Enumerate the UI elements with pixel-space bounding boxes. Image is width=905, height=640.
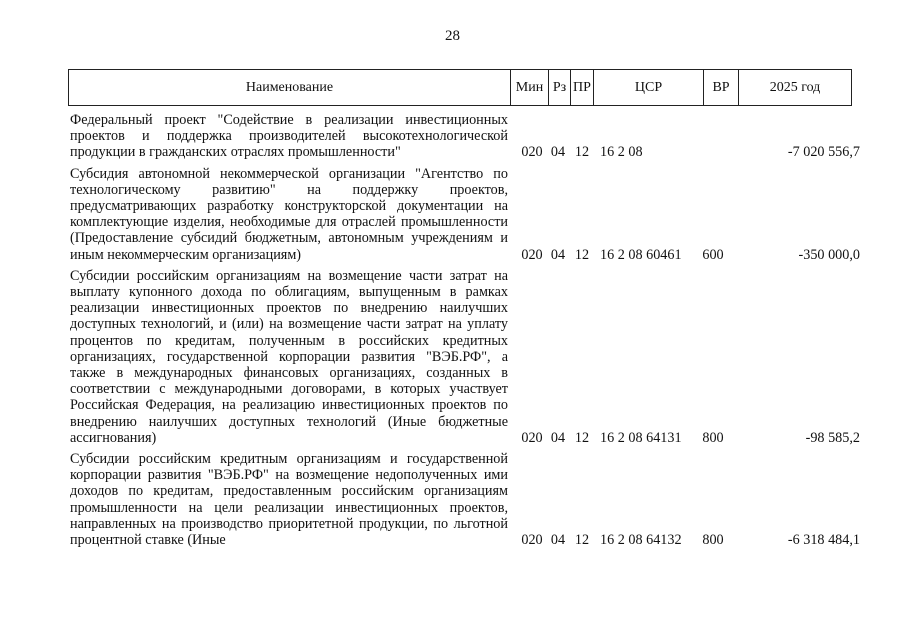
table-header xyxy=(68,69,852,106)
row-rz: 04 xyxy=(550,429,566,446)
table-body xyxy=(70,112,860,553)
row-name: Субсидии российским кредитным организациям и государственной корпорации развития "ВЭБ.РФ" на возмещение недополученных ими доходов по кредитам, предоставленным российским организациям промышленности на цели реализации инвестиционных проектов, направленных на производство приоритетной продукции, по льготной процентной ставке (Иные xyxy=(70,451,508,549)
row-value: -6 318 484,1 xyxy=(787,532,860,549)
page-number: 28 xyxy=(445,28,460,44)
row-min: 020 xyxy=(521,532,543,549)
header-vr: ВР xyxy=(704,70,739,106)
header-min: Мин xyxy=(511,70,549,106)
row-vr: 800 xyxy=(702,429,724,446)
header-rz: Рз xyxy=(549,70,571,106)
row-pr: 12 xyxy=(574,246,590,263)
row-rz: 04 xyxy=(550,532,566,549)
row-rz: 04 xyxy=(550,144,566,161)
header-year: 2025 год xyxy=(739,70,852,106)
row-csr: 16 2 08 xyxy=(600,144,643,161)
row-vr: 800 xyxy=(702,532,724,549)
row-csr: 16 2 08 64132 xyxy=(600,532,682,549)
row-name: Субсидия автономной некоммерческой организации "Агентство по технологическому развитию" на поддержку проектов, предусматривающих разработку конструкторской документации на комплектующие изделия, необходимые для отраслей промышленности (Предоставление субсидий бюджетным, автономным учреждениям и иным некоммерческим организациям) xyxy=(70,165,508,263)
header-name: Наименование xyxy=(69,70,511,106)
row-min: 020 xyxy=(521,246,543,263)
header-pr: ПР xyxy=(571,70,594,106)
row-min: 020 xyxy=(521,429,543,446)
table-row xyxy=(70,268,860,446)
row-value: -350 000,0 xyxy=(798,246,860,263)
header-csr: ЦСР xyxy=(594,70,704,106)
row-vr: 600 xyxy=(702,246,724,263)
row-pr: 12 xyxy=(574,429,590,446)
row-value: -98 585,2 xyxy=(805,429,860,446)
table-row xyxy=(70,112,860,161)
row-pr: 12 xyxy=(574,532,590,549)
table-row xyxy=(70,166,860,263)
row-csr: 16 2 08 64131 xyxy=(600,429,682,446)
row-min: 020 xyxy=(521,144,543,161)
row-name: Федеральный проект "Содействие в реализации инвестиционных проектов и поддержка производителей высокотехнологической продукции в гражданских отраслях промышленности" xyxy=(70,112,508,161)
row-pr: 12 xyxy=(574,144,590,161)
row-rz: 04 xyxy=(550,246,566,263)
row-name: Субсидии российским организациям на возмещение части затрат на выплату купонного дохода по облигациям, выпущенным в рамках реализации инвестиционных проектов по внедрению наилучших доступных технологий, и (или) на возмещение части затрат на уплату процентов по кредитам, полученным в российских кредитных организациях, государственной корпорации развития "ВЭБ.РФ", а также в международных финансовых организациях, созданных в соответствии с международными договорами, в которых участвует Российская Федерация, на реализацию инвестиционных проектов по внедрению наилучших доступных технологий (Иные бюджетные ассигнования) xyxy=(70,267,508,446)
table-row xyxy=(70,451,860,548)
row-csr: 16 2 08 60461 xyxy=(600,246,682,263)
row-value: -7 020 556,7 xyxy=(787,144,860,161)
